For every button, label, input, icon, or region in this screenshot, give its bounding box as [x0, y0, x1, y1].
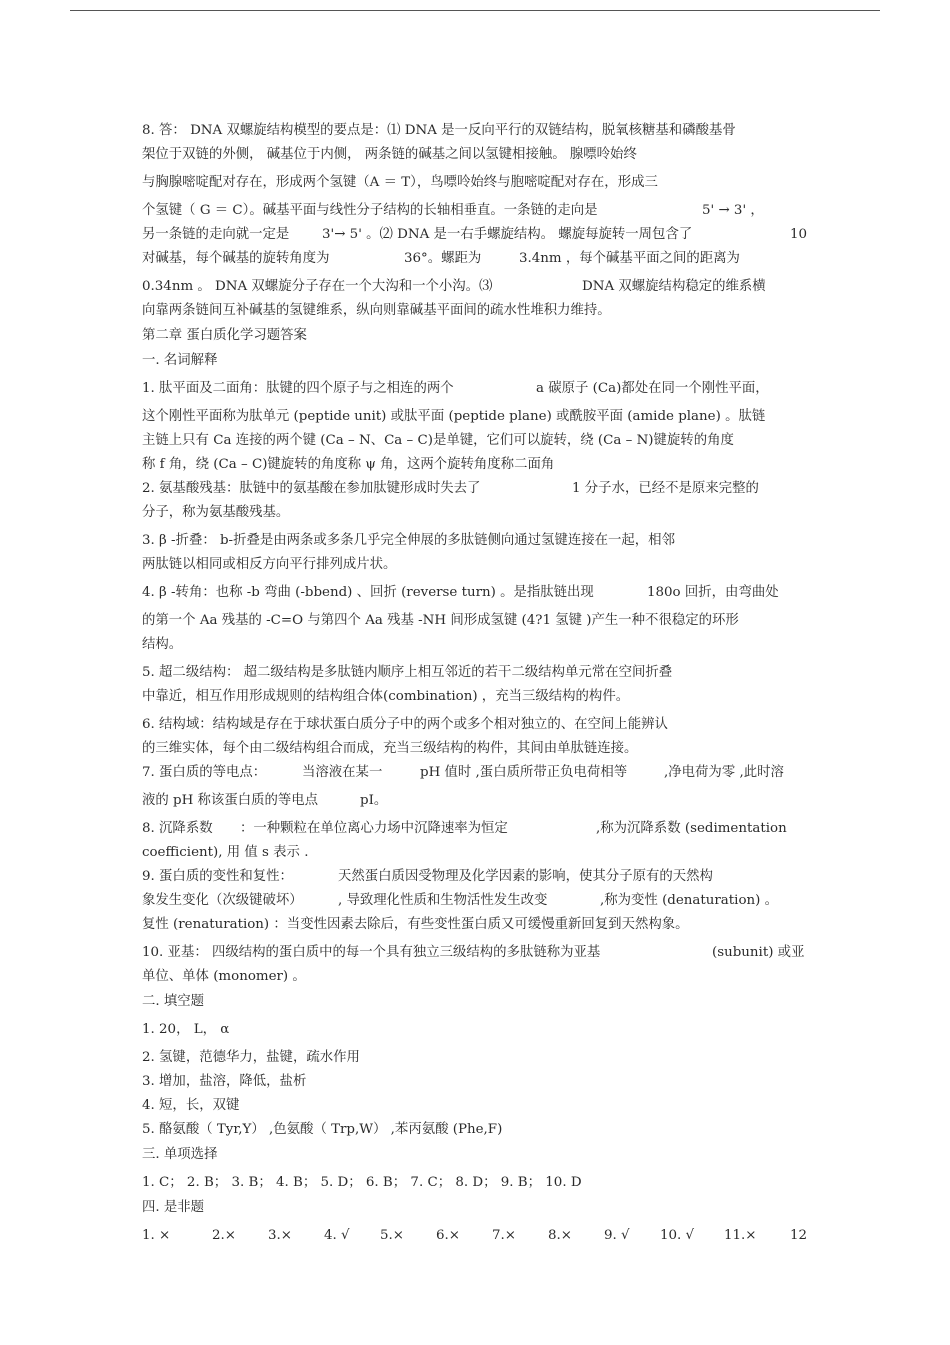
text-span: 10. 亚基： 四级结构的蛋白质中的每一个具有独立三级结构的多肽链称为亚基 — [142, 945, 601, 960]
text-span: 7. 蛋白质的等电点： — [142, 765, 267, 780]
text-line: 结构。 — [142, 637, 183, 652]
text-line — [142, 789, 822, 813]
top-rule — [70, 10, 880, 11]
text-line: 2. 氢键，范德华力，盐键，疏水作用 — [142, 1050, 360, 1065]
text-line: 这个刚性平面称为肽单元 (peptide unit) 或肽平面 (peptide plane) 或酰胺平面 (amide plane) 。肽链 — [142, 409, 766, 424]
section-definitions — [142, 348, 822, 989]
true-false-answers — [142, 1224, 822, 1248]
text-span: DNA 双螺旋结构稳定的维系横 — [582, 279, 766, 294]
text-line — [142, 865, 822, 889]
chapter-title: 第二章 蛋白质化学习题答案 — [142, 328, 307, 343]
text-span: ,称为变性 (denaturation) 。 — [600, 893, 779, 908]
section-single-choice — [142, 1142, 822, 1195]
text-span: 9. 蛋白质的变性和复性： — [142, 869, 293, 884]
text-span: 2. 氨基酸残基：肽链中的氨基酸在参加肽键形成时失去了 — [142, 481, 481, 496]
text-line: 称 f 角，绕 (Ca – C)键旋转的角度称 ψ 角，这两个旋转角度称二面角 — [142, 457, 555, 472]
tf-item: 1. × — [142, 1228, 171, 1243]
text-span: 10 — [790, 227, 808, 242]
section-title: 一. 名词解释 — [142, 353, 218, 368]
text-span: 0.34nm 。 DNA 双螺旋分子存在一个大沟和一个小沟。⑶ — [142, 279, 493, 294]
text-line: 5. 酪氨酸（ Tyr,Y） ,色氨酸（ Trp,W） ,苯丙氨酸 (Phe,F) — [142, 1122, 503, 1137]
text-line — [142, 377, 822, 401]
text-line — [142, 761, 822, 785]
tf-item: 7.× — [492, 1228, 516, 1243]
text-line: 5. 超二级结构： 超二级结构是多肽链内顺序上相互邻近的若干二级结构单元常在空间折叠 — [142, 665, 673, 680]
text-line — [142, 941, 822, 965]
text-span: ：一种颗粒在单位离心力场中沉降速率为恒定 — [240, 821, 508, 836]
text-span: a 碳原子 (Ca)都处在同一个刚性平面， — [536, 381, 769, 396]
text-span: 1. 肽平面及二面角：肽键的四个原子与之相连的两个 — [142, 381, 454, 396]
text-span: 3.4nm ，每个碱基平面之间的距离为 — [519, 251, 740, 266]
answer-8 — [142, 119, 822, 323]
text-line: 的三维实体，每个由二级结构组合而成，充当三级结构的构件，其间由单肽链连接。 — [142, 741, 638, 756]
text-line — [142, 477, 822, 501]
tf-item: 12 — [790, 1228, 808, 1243]
text-span: 180o 回折，由弯曲处 — [647, 585, 779, 600]
text-line: 向靠两条链间互补碱基的氢键维系，纵向则靠碱基平面间的疏水性堆积力维持。 — [142, 303, 611, 318]
text-line: 3. β -折叠： b-折叠是由两条或多条几乎完全伸展的多肽链侧向通过氢键连接在一起，相邻 — [142, 533, 675, 548]
document-content — [142, 119, 822, 1248]
text-span: 对碱基，每个碱基的旋转角度为 — [142, 251, 330, 266]
text-line: 8. 答： DNA 双螺旋结构模型的要点是：⑴ DNA 是一反向平行的双链结构，脱氧核糖基和磷酸基骨 — [142, 123, 736, 138]
text-line: coefficient), 用 值 s 表示 . — [142, 845, 309, 860]
text-line — [142, 247, 822, 271]
text-span: ,净电荷为零 ,此时溶 — [664, 765, 784, 780]
text-line: 3. 增加，盐溶，降低，盐析 — [142, 1074, 307, 1089]
text-line — [142, 275, 822, 299]
text-span: , 导致理化性质和生物活性发生改变 — [338, 893, 548, 908]
text-line: 单位、单体 (monomer) 。 — [142, 969, 306, 984]
text-line: 4. 短，长，双键 — [142, 1098, 240, 1113]
tf-item: 5.× — [380, 1228, 404, 1243]
text-line: 的第一个 Aa 残基的 -C=O 与第四个 Aa 残基 -NH 间形成氢键 (4?1 氢键 )产生一种不很稳定的环形 — [142, 613, 739, 628]
tf-item: 9. √ — [604, 1228, 630, 1243]
section-title: 三. 单项选择 — [142, 1147, 218, 1162]
text-line: 与胸腺嘧啶配对存在，形成两个氢键（A ＝ T），鸟嘌呤始终与胞嘧啶配对存在，形成三 — [142, 175, 658, 190]
text-span: 天然蛋白质因受物理及化学因素的影响，使其分子原有的天然构 — [338, 869, 713, 884]
text-span: (subunit) 或亚 — [712, 945, 805, 960]
text-span: 5' → 3' ， — [702, 203, 764, 218]
text-line — [142, 817, 822, 841]
section-fill-in — [142, 989, 822, 1142]
text-span: 1 分子水，已经不是原来完整的 — [572, 481, 759, 496]
text-span: 当溶液在某一 — [302, 765, 383, 780]
text-line — [142, 223, 822, 247]
text-span: 36°。螺距为 — [404, 251, 482, 266]
section-true-false — [142, 1195, 822, 1248]
text-span: 4. β -转角：也称 -b 弯曲 (-bbend) 、回折 (reverse turn) 。是指肽链出现 — [142, 585, 594, 600]
text-span: 个氢键（ G ＝ C）。碱基平面与线性分子结构的长轴相垂直。一条链的走向是 — [142, 203, 598, 218]
text-line — [142, 199, 822, 223]
tf-item: 3.× — [268, 1228, 292, 1243]
tf-item: 10. √ — [660, 1228, 695, 1243]
text-span: ,称为沉降系数 (sedimentation — [596, 821, 787, 836]
text-line: 两肽链以相同或相反方向平行排列成片状。 — [142, 557, 397, 572]
section-title: 二. 填空题 — [142, 994, 205, 1009]
text-line: 架位于双链的外侧， 碱基位于内侧， 两条链的碱基之间以氢键相接触。 腺嘌呤始终 — [142, 147, 637, 162]
text-span: 液的 pH 称该蛋白质的等电点 — [142, 793, 319, 808]
text-line: 1. 20， L， α — [142, 1022, 230, 1037]
tf-item: 8.× — [548, 1228, 572, 1243]
text-line: 主链上只有 Ca 连接的两个键 (Ca – N、Ca – C)是单键，它们可以旋转，绕 (Ca – N)键旋转的角度 — [142, 433, 734, 448]
text-span: pH 值时 ,蛋白质所带正负电荷相等 — [420, 765, 628, 780]
tf-item: 2.× — [212, 1228, 236, 1243]
text-span: 象发生变化（次级键破坏） — [142, 893, 303, 908]
text-line: 中靠近，相互作用形成规则的结构组合体(combination) ，充当三级结构的构件。 — [142, 689, 630, 704]
text-line — [142, 889, 822, 913]
tf-item: 4. √ — [324, 1228, 350, 1243]
text-span: pI。 — [360, 793, 388, 808]
text-line — [142, 581, 822, 605]
text-line: 分子，称为氨基酸残基。 — [142, 505, 290, 520]
text-span: 8. 沉降系数 — [142, 821, 213, 836]
text-span: 另一条链的走向就一定是 — [142, 227, 290, 242]
text-line: 复性 (renaturation) ：当变性因素去除后，有些变性蛋白质又可缓慢重新回复到天然构象。 — [142, 917, 689, 932]
section-title: 四. 是非题 — [142, 1200, 205, 1215]
tf-item: 6.× — [436, 1228, 460, 1243]
text-span: 3'→ 5' 。⑵ DNA 是一右手螺旋结构。 螺旋每旋转一周包含了 — [322, 227, 693, 242]
text-line: 1. C； 2. B； 3. B； 4. B； 5. D； 6. B； 7. C； 8. D； 9. B； 10. D — [142, 1175, 582, 1190]
text-line: 6. 结构域：结构域是存在于球状蛋白质分子中的两个或多个相对独立的、在空间上能辨认 — [142, 717, 668, 732]
tf-item: 11.× — [724, 1228, 757, 1243]
